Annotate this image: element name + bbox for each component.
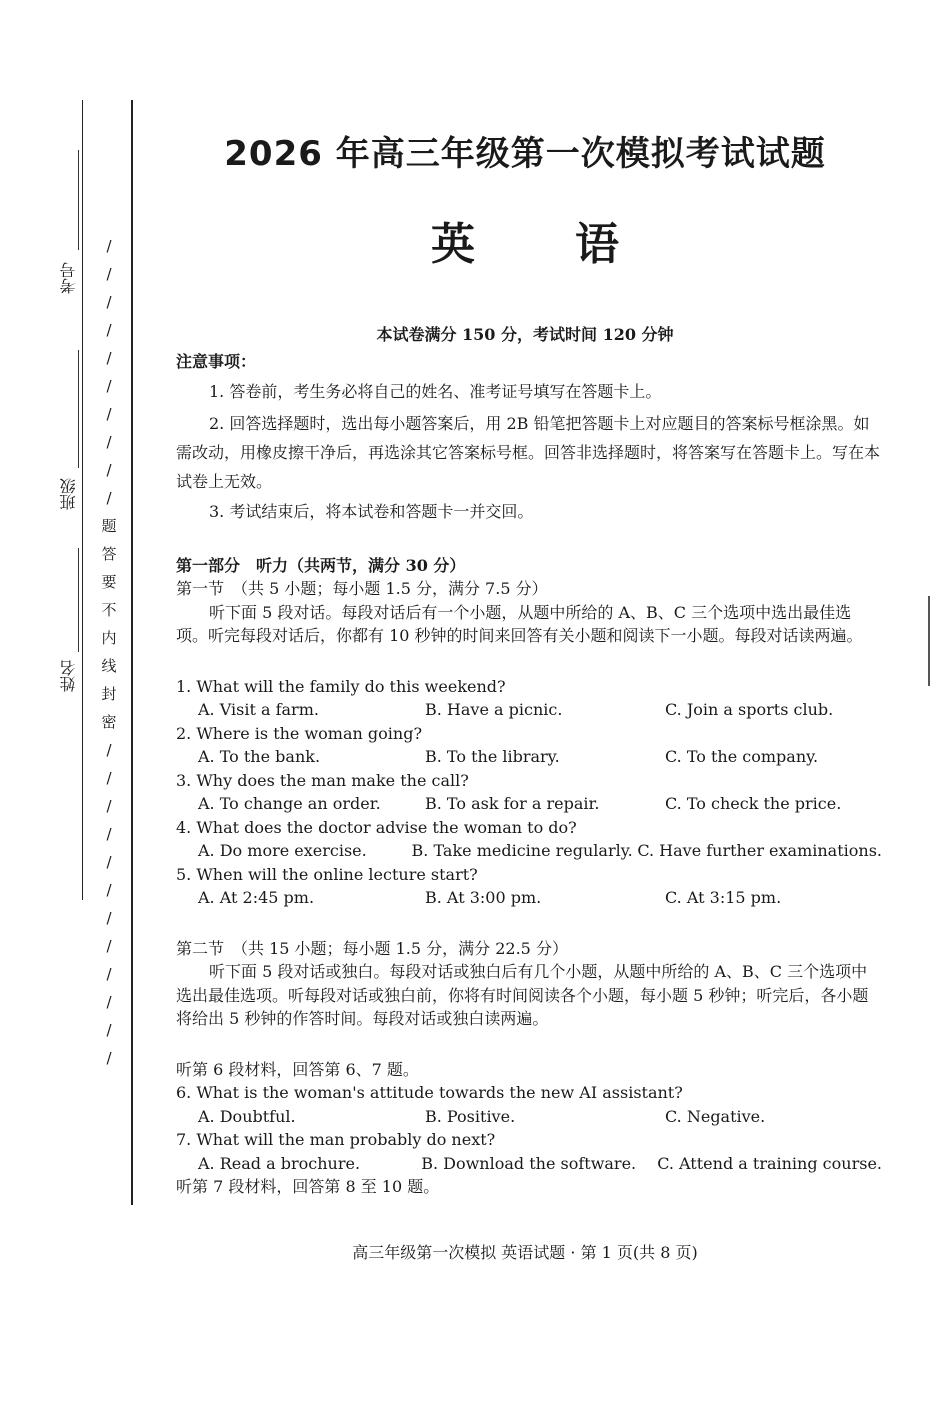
seal-char: / — [106, 489, 112, 507]
question-item — [176, 1081, 882, 1128]
question-item — [176, 769, 882, 816]
notice-heading: 注意事项： — [176, 352, 257, 371]
question-options — [176, 1152, 882, 1176]
option-a: A. To the bank. — [198, 747, 321, 766]
option-a: A. Doubtful. — [198, 1106, 296, 1126]
seal-char: / — [106, 237, 112, 255]
seal-char: / — [106, 769, 112, 787]
score-info: 本试卷满分 150 分，考试时间 120 分钟 — [376, 325, 674, 344]
seal-char: / — [106, 405, 112, 423]
option-b: B. Have a picnic. — [425, 700, 563, 719]
notice-item-1: 1. 答卷前，考生务必将自己的姓名、准考证号填写在答题卡上。 — [209, 381, 662, 401]
option-b: B. To ask for a repair. — [425, 794, 600, 813]
seal-char: / — [106, 461, 112, 479]
question-options — [176, 698, 882, 722]
section2-heading: 第二节 （共 15 小题；每小题 1.5 分，满分 22.5 分） — [176, 938, 568, 958]
question-options — [176, 1105, 882, 1129]
option-c: C. Join a sports club. — [665, 700, 834, 719]
seal-char: / — [106, 965, 112, 983]
question-item — [176, 675, 882, 722]
name-label: 姓名 — [59, 660, 78, 692]
question-item — [176, 1128, 882, 1175]
option-b: B. To the library. — [425, 747, 560, 766]
right-margin-mark — [928, 596, 930, 686]
seal-char: 要 — [101, 573, 117, 591]
seal-char: 线 — [101, 657, 117, 675]
question-stem: 2. Where is the woman going? — [176, 723, 423, 743]
exam-title: 2026 年高三年级第一次模拟考试试题 — [224, 134, 826, 174]
notice-item-2: 2. 回答选择题时，选出每小题答案后，用 2B 铅笔把答题卡上对应题目的答案标号框涂黑。如需改动，用橡皮擦干净后，再选涂其它答案标号框。回答非选择题时，将答案写在答题卡上。写在本试卷上无效。 — [176, 414, 881, 491]
section2-instructions: 听下面 5 段对话或独白。每段对话或独白后有几个小题，从题中所给的 A、B、C 三个选项中选出最佳选项。听每段对话或独白前，你将有时间阅读各个小题，每小题 5 秒钟；听完后，各小题将给出 5 秒钟的作答时间。每段对话或独白读两遍。 — [176, 962, 869, 1028]
seal-char: / — [106, 1021, 112, 1039]
question-stem: 7. What will the man probably do next? — [176, 1130, 496, 1149]
question-stem: 1. What will the family do this weekend? — [176, 676, 506, 696]
question-item — [176, 722, 882, 769]
question-stem: 5. When will the online lecture start? — [176, 864, 478, 884]
option-c: C. To check the price. — [665, 794, 842, 813]
question-stem: 4. What does the doctor advise the woman to do? — [176, 817, 577, 837]
option-c: C. Have further examinations. — [637, 841, 882, 860]
seal-char: / — [106, 293, 112, 311]
question-options — [176, 792, 882, 816]
section1-questions — [176, 675, 882, 910]
name-field[interactable] — [78, 548, 79, 652]
seal-char: / — [106, 377, 112, 395]
option-c: C. To the company. — [665, 747, 819, 766]
option-a: A. Do more exercise. — [198, 841, 367, 860]
seal-char: / — [106, 881, 112, 899]
option-c: C. Attend a training course. — [657, 1153, 882, 1173]
option-a: A. Visit a farm. — [198, 700, 319, 719]
option-b: B. Download the software. — [421, 1153, 637, 1173]
option-b: B. Positive. — [425, 1106, 516, 1126]
seal-char: / — [106, 1049, 112, 1067]
binding-outer-line — [82, 100, 83, 900]
subject-title: 英语 — [431, 219, 719, 270]
seal-char: / — [106, 265, 112, 283]
option-c: C. At 3:15 pm. — [665, 888, 782, 907]
exam-content — [176, 350, 882, 1199]
seal-char: / — [106, 741, 112, 759]
question-options — [176, 839, 882, 863]
part1-heading: 第一部分 听力（共两节，满分 30 分） — [176, 555, 466, 575]
question-options — [176, 745, 882, 769]
seal-char: / — [106, 853, 112, 871]
section1-heading: 第一节 （共 5 小题；每小题 1.5 分，满分 7.5 分） — [176, 579, 548, 598]
option-a: A. To change an order. — [198, 794, 381, 813]
seal-char: / — [106, 909, 112, 927]
question-item — [176, 863, 882, 910]
notice-item-3: 3. 考试结束后，将本试卷和答题卡一并交回。 — [209, 502, 534, 521]
seal-char: 题 — [101, 517, 117, 535]
material-6-intro: 听第 6 段材料，回答第 6、7 题。 — [176, 1059, 419, 1079]
section2-questions — [176, 1081, 882, 1175]
seal-char: / — [106, 433, 112, 451]
question-item — [176, 816, 882, 863]
question-options — [176, 886, 882, 910]
option-a: A. Read a brochure. — [198, 1153, 361, 1173]
class-field[interactable] — [78, 350, 79, 468]
option-c: C. Negative. — [665, 1106, 766, 1126]
material-7-intro: 听第 7 段材料，回答第 8 至 10 题。 — [176, 1177, 440, 1196]
seal-char: 封 — [101, 685, 117, 703]
exam-no-field[interactable] — [78, 150, 79, 250]
section1-instructions: 听下面 5 段对话。每段对话后有一个小题，从题中所给的 A、B、C 三个选项中选出最佳选项。听完每段对话后，你都有 10 秒钟的时间来回答有关小题和阅读下一小题。每段对话读两遍。 — [176, 602, 863, 645]
seal-char: 内 — [101, 629, 117, 647]
seal-char: / — [106, 349, 112, 367]
seal-char: / — [106, 321, 112, 339]
seal-char: / — [106, 797, 112, 815]
option-a: A. At 2:45 pm. — [198, 888, 315, 907]
exam-no-label: 考号 — [59, 262, 78, 294]
seal-line-text — [96, 232, 122, 1072]
question-stem: 3. Why does the man make the call? — [176, 770, 469, 790]
question-stem: 6. What is the woman's attitude towards the new AI assistant? — [176, 1083, 683, 1102]
seal-char: / — [106, 993, 112, 1011]
option-b: B. At 3:00 pm. — [425, 888, 542, 907]
seal-char: 答 — [101, 545, 117, 563]
seal-char: / — [106, 937, 112, 955]
seal-char: / — [106, 825, 112, 843]
class-label: 班级 — [59, 478, 78, 510]
seal-char: 不 — [101, 601, 117, 619]
option-b: B. Take medicine regularly. — [411, 841, 633, 860]
page-footer: 高三年级第一次模拟 英语试题 · 第 1 页(共 8 页) — [352, 1243, 698, 1262]
seal-char: 密 — [101, 713, 117, 731]
